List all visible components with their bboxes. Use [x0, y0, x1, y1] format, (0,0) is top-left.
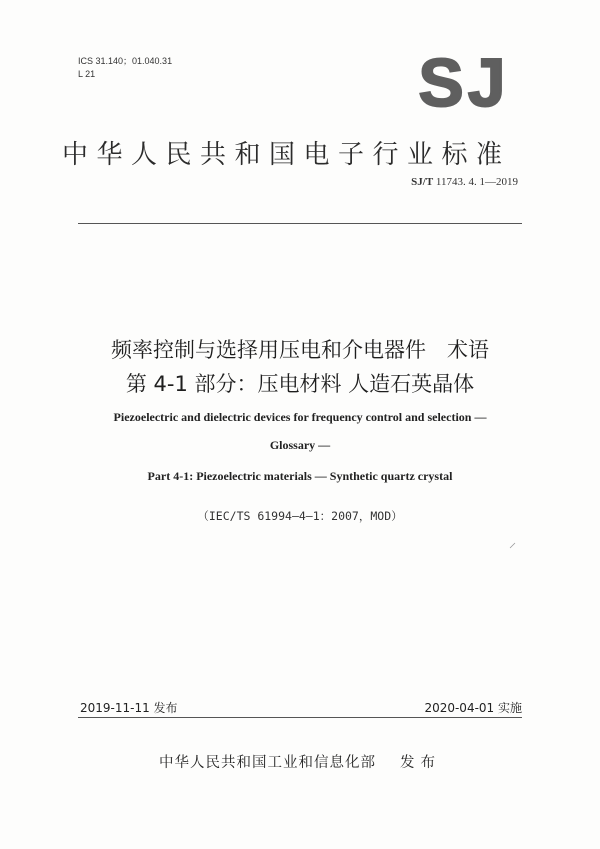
- bottom-divider: [78, 717, 522, 718]
- title-en-line3: Part 4-1: Piezoelectric materials — Synthetic quartz crystal: [147, 469, 453, 483]
- implementation-date: 2020-04-01 实施: [424, 701, 522, 715]
- standard-number: [411, 176, 518, 188]
- top-divider: [78, 223, 522, 224]
- standard-category: 中华人民共和国电子行业标准: [62, 140, 511, 170]
- scan-mark: [508, 540, 518, 550]
- title-cn-line1: 频率控制与选择用压电和介电器件 术语: [111, 338, 489, 362]
- issuer-verb: 发布: [400, 755, 441, 771]
- issuer: [0, 751, 600, 772]
- classification-codes: [78, 55, 172, 81]
- issuer-name: 中华人民共和国工业和信息化部: [159, 755, 376, 771]
- title-en-line1: Piezoelectric and dielectric devices for frequency control and selection —: [113, 410, 487, 424]
- sj-logo-text: SJ: [418, 52, 510, 114]
- sj-logo: [404, 52, 524, 114]
- standard-number-value: 11743. 4. 1—2019: [435, 176, 518, 188]
- title-en-line2: Glossary —: [269, 438, 331, 452]
- ics-code: ICS 31.140；01.040.31: [78, 56, 173, 66]
- identical-standard-note: （IEC/TS 61994—4—1：2007，MOD）: [197, 509, 403, 523]
- ccs-code: L 21: [78, 69, 96, 79]
- issue-date: 2019-11-11 发布: [80, 701, 178, 715]
- title-cn-line2: 第 4-1 部分：压电材料 人造石英晶体: [125, 372, 475, 396]
- standard-number-prefix: SJ/T: [411, 176, 434, 188]
